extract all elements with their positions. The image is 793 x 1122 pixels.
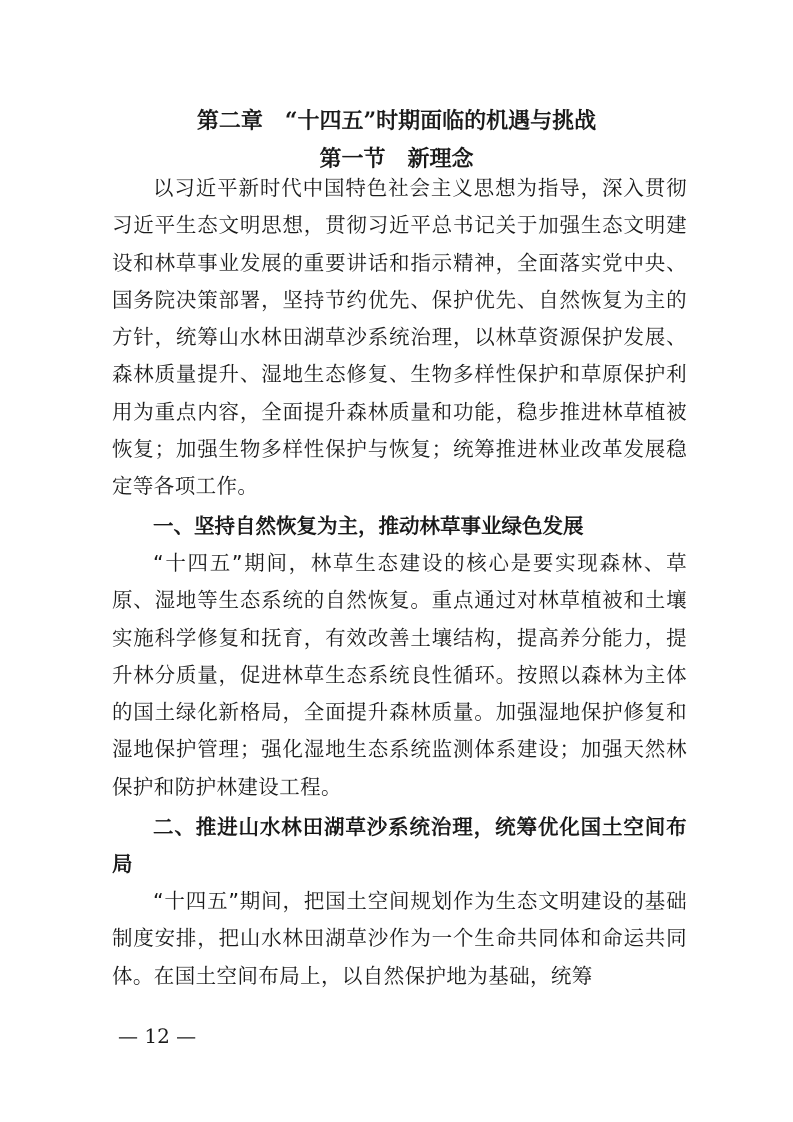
chapter-title: 第二章 “十四五”时期面临的机遇与挑战 xyxy=(196,108,597,134)
body-paragraph: 以习近平新时代中国特色社会主义思想为指导，深入贯彻习近平生态文明思想，贯彻习近平总书记关于加强生态文明建设和林草事业发展的重要讲话和指示精神，全面落实党中央、国务院决策部署，坚持节约优先、保护优先、自然恢复为主的方针，统筹山水林田湖草沙系统治理，以林草资源保护发展、森林质量提升、湿地生态修复、生物多样性保护和草原保护利用为重点内容，全面提升森林质量和功能，稳步推进林草植被恢复；加强生物多样性保护与恢复；统筹推进林业改革发展稳定等各项工作。 xyxy=(112,176,687,499)
subheading: 二、推进山水林田湖草沙系统治理，统筹优化国土空间布局 xyxy=(112,815,687,877)
body-paragraph: “十四五”期间，林草生态建设的核心是要实现森林、草原、湿地等生态系统的自然恢复。重点通过对林草植被和土壤实施科学修复和抚育，有效改善土壤结构，提高养分能力，提升林分质量，促进林草生态系统良性循环。按照以森林为主体的国土绿化新格局，全面提升森林质量。加强湿地保护修复和湿地保护管理；强化湿地生态系统监测体系建设；加强天然林保护和防护林建设工程。 xyxy=(112,551,687,799)
section-title: 第一节 新理念 xyxy=(319,146,474,172)
body-paragraph: “十四五”期间，把国土空间规划作为生态文明建设的基础制度安排，把山水林田湖草沙作为一个生命共同体和命运共同体。在国土空间布局上，以自然保护地为基础，统筹 xyxy=(112,889,687,988)
subheading: 一、坚持自然恢复为主，推动林草事业绿色发展 xyxy=(153,514,584,538)
page-number: — 12 — xyxy=(118,1024,197,1048)
